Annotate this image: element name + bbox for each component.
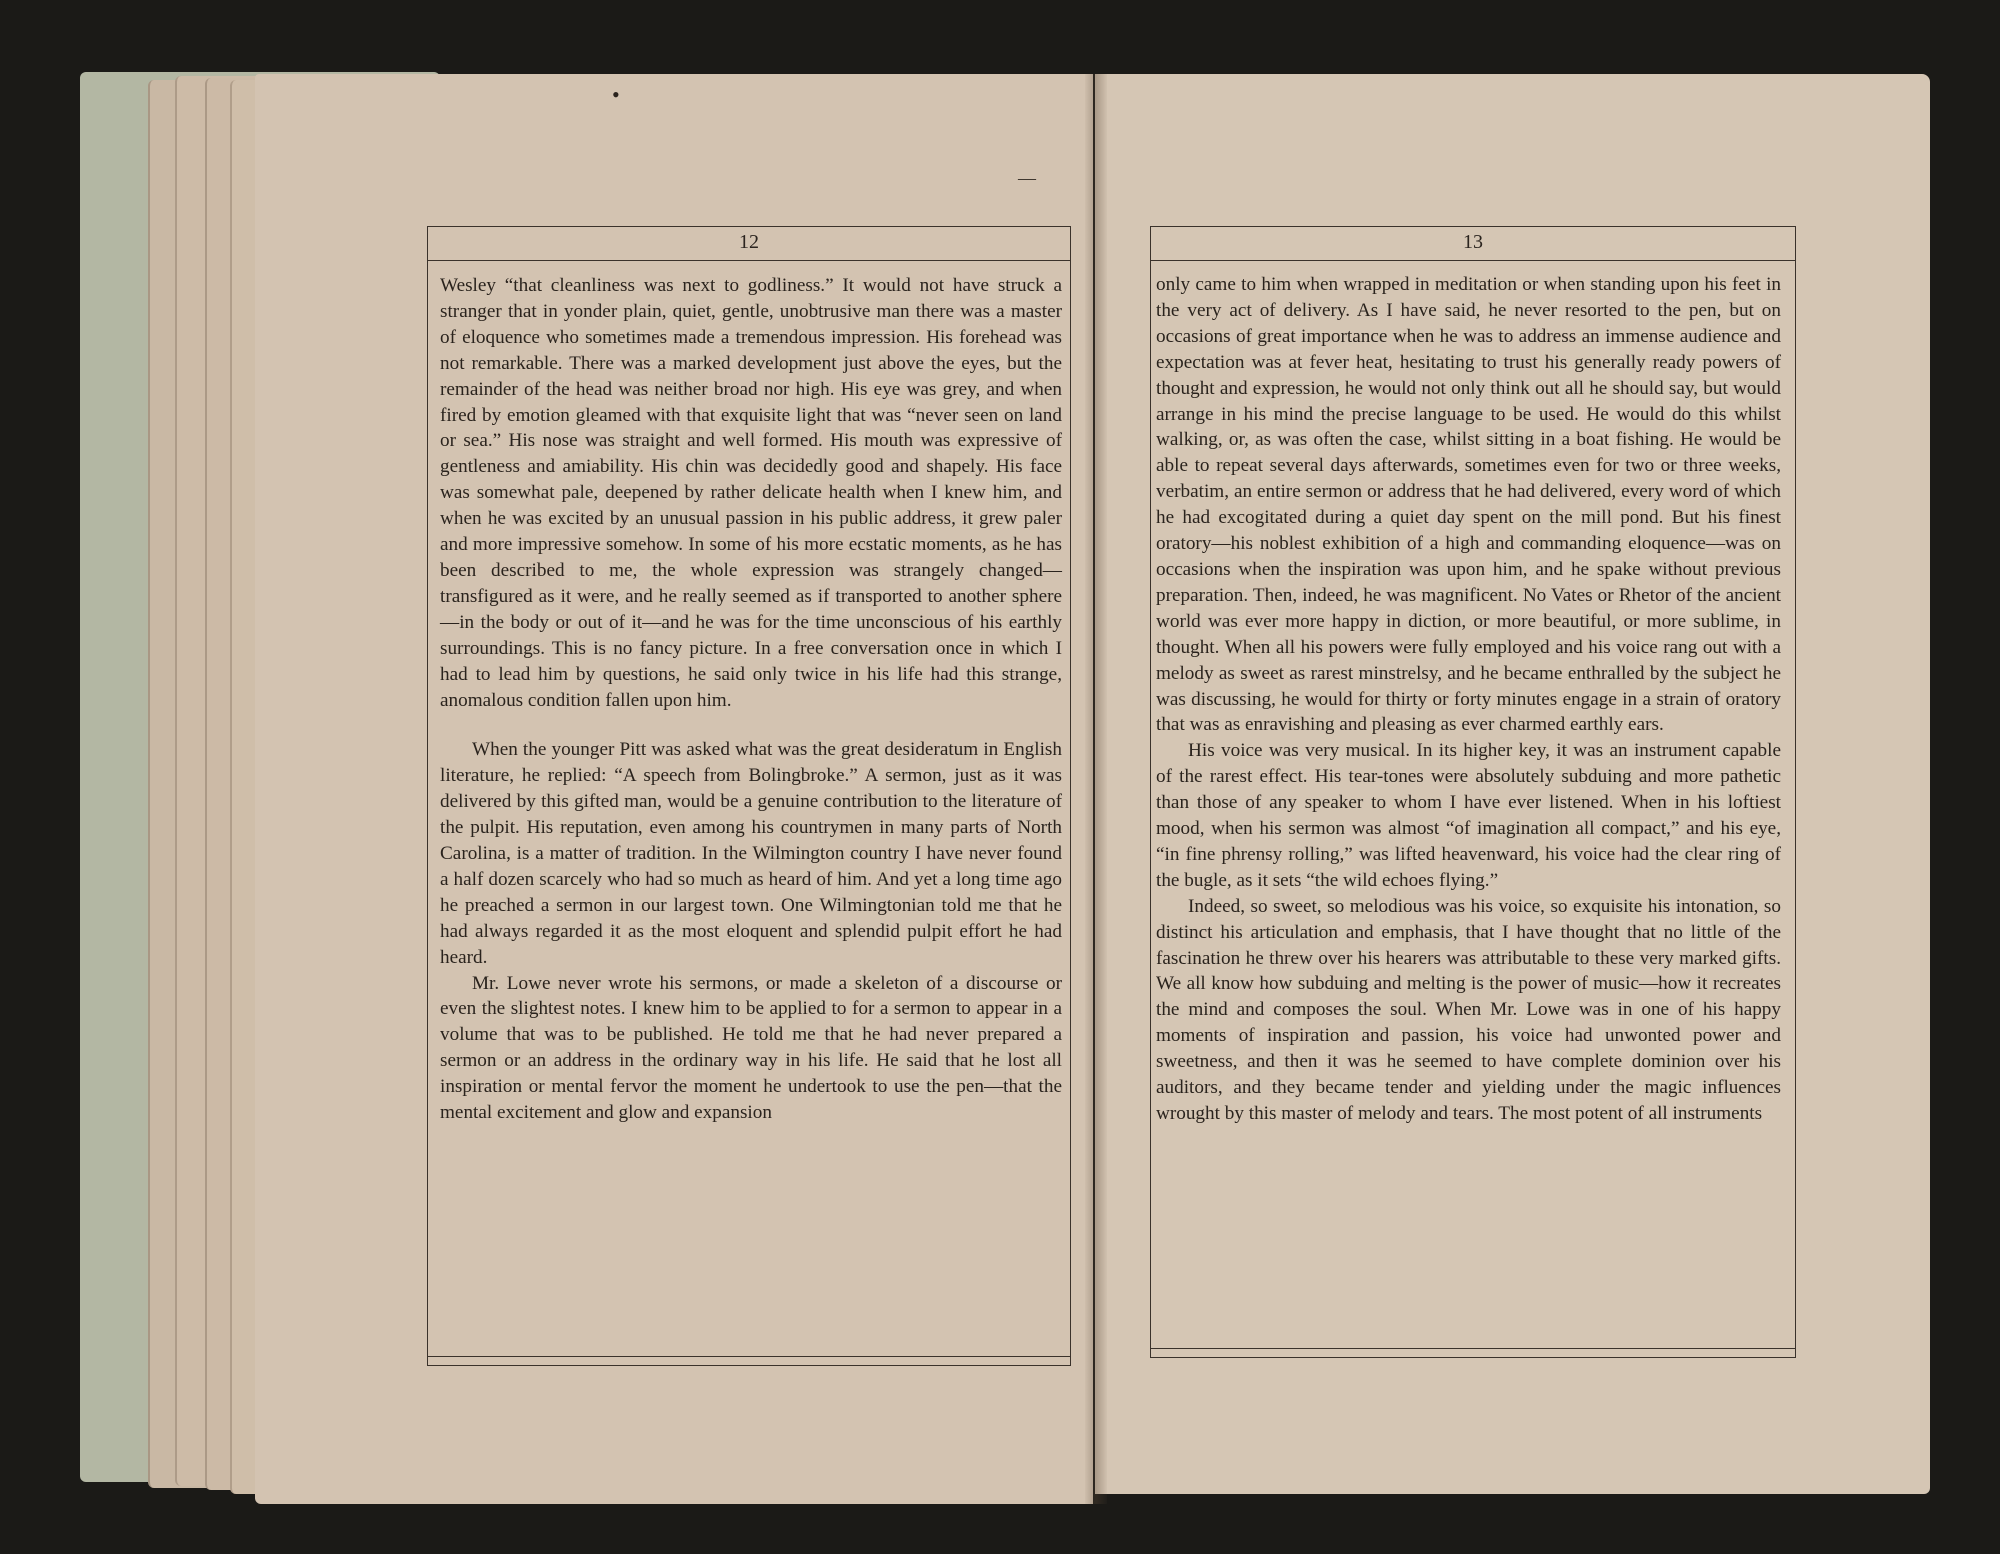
paragraph: Wesley “that cleanliness was next to godliness.” It would not have struck a stranger that in yonder plain, quiet, gentle, unobtrusive man there was a master of eloquence who sometimes made a tremendous impression. His forehead was not remarkable. There was a marked development just above the eyes, but the remainder of the head was neither broad nor high. His eye was grey, and when fired by emotion gleamed with that exquisite light that was “never seen on land or sea.” His nose was straight and well formed. His mouth was expressive of gentleness and amiability. His chin was decidedly good and shapely. His face was somewhat pale, deepened by rather delicate health when I knew him, and when he was excited by an unusual passion in his public address, it grew paler and more impressive somehow. In some of his more ecstatic moments, as he has been described to me, the whole expression was strangely changed—transfigured as it were, and he really seemed as if transported to another sphere—in the body or out of it—and he was for the time unconscious of his earthly surroundings. This is no fancy picture. In a free conversation once in which I had to lead him by questions, he said only twice in his life had this strange, anomalous condition fallen upon him. [440,275,1062,711]
footer-rule [1151,1348,1795,1349]
left-page-text [440,273,1062,1126]
paragraph: only came to him when wrapped in meditation or when standing upon his feet in the very act of delivery. As I have said, he never resorted to the pen, but on occasions of great importance when he was to address an immense audience and expectation was at fever heat, hesitating to trust his generally ready powers of thought and expression, he would not only think out all he should say, but would arrange in his mind the precise language to be used. He would do this whilst walking, or, as was often the case, whilst sitting in a boat fishing. He would be able to repeat several days afterwards, sometimes even for two or three weeks, verbatim, an entire sermon or address that he had delivered, every word of which he had excogitated during a quiet day spent on the mill pond. But his finest oratory—his noblest exhibition of a high and commanding eloquence—was on occasions when the inspiration was upon him, and he spake without previous preparation. Then, indeed, he was magnificent. No Vates or Rhetor of the ancient world was ever more happy in diction, or more beautiful, or more sublime, in thought. When all his powers were fully employed and his voice rang out with a melody as sweet as rarest minstrelsy, and he became enthralled by the subject he was discussing, he would for thirty or forty minutes engage in a strain of oratory that was as enravishing and pleasing as ever charmed earthly ears. [1156,274,1781,736]
header-rule [1151,260,1795,261]
paragraph: Mr. Lowe never wrote his sermons, or made a skeleton of a discourse or even the slightest notes. I knew him to be applied to for a sermon to appear in a volume that was to be published. He told me that he had never prepared a sermon or an address in the ordinary way in his life. He said that he lost all inspiration or mental fervor the moment he undertook to use the pen—that the mental excitement and glow and expansion [440,972,1062,1124]
paragraph: When the younger Pitt was asked what was the great desideratum in English literature, he replied: “A speech from Bolingbroke.” A sermon, just as it was delivered by this gifted man, would be a genuine contribution to the literature of the pulpit. His reputation, even among his countrymen in many parts of North Carolina, is a matter of tradition. In the Wilmington country I have never found a half dozen scarcely who had so much as heard of him. And yet a long time ago he preached a sermon in our largest town. One Wilmingtonian told me that he had always regarded it as the most eloquent and splendid pulpit effort he had heard. [440,739,1062,968]
page-number-right: 13 [1463,231,1483,253]
book-gutter [1085,74,1107,1504]
right-page-text [1156,272,1781,1127]
ink-dash: — [1018,168,1036,188]
footer-rule [428,1356,1070,1357]
paragraph: His voice was very musical. In its higher key, it was an instrument capable of the rarest effect. His tear-tones were absolutely subduing and more pathetic than those of any speaker to whom I have ever listened. When in his loftiest mood, when his sermon was almost “of imagination all compact,” and his eye, “in fine phrensy rolling,” was lifted heavenward, his voice had the clear ring of the bugle, as it sets “the wild echoes flying.” [1156,740,1781,891]
ink-speck: • [612,82,620,107]
header-rule [428,260,1070,261]
page-number-left: 12 [739,231,759,253]
paragraph: Indeed, so sweet, so melodious was his voice, so exquisite his intonation, so distinct his articulation and emphasis, that I have thought that no little of the fascination he threw over his hearers was attributable to these very marked gifts. We all know how subduing and melting is the power of music—how it recreates the mind and composes the soul. When Mr. Lowe was in one of his happy moments of inspiration and passion, his voice had unwonted power and sweetness, and then it was he seemed to have complete dominion over his auditors, and they became tender and yielding under the magic influences wrought by this master of melody and tears. The most potent of all instruments [1156,895,1781,1124]
